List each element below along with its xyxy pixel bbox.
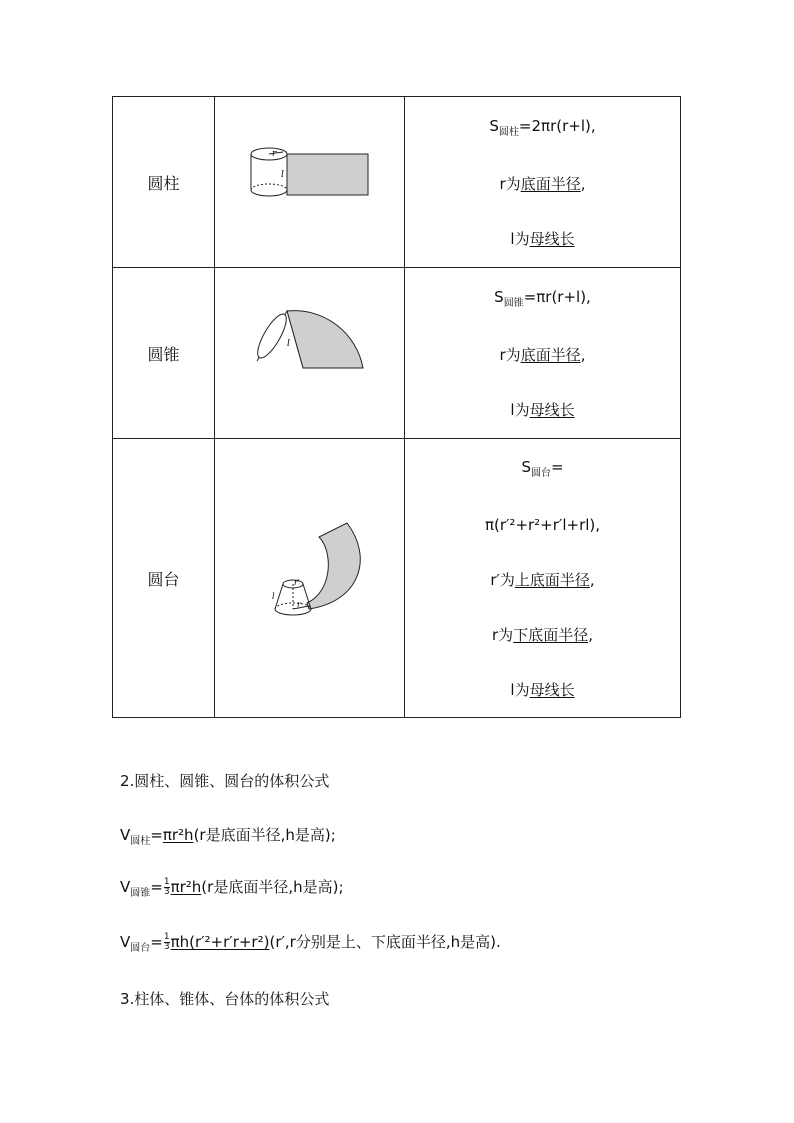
generatrix-description: l为母线长 bbox=[510, 229, 575, 248]
area-formula-body: π(r′²+r²+r′l+rl), bbox=[484, 515, 601, 534]
cylinder-net-diagram bbox=[215, 97, 404, 263]
frustum-net-figure bbox=[215, 439, 405, 718]
cylinder-net-figure bbox=[215, 97, 405, 268]
area-formula: $S_{圆柱}=2\pi r(r+l)$, bbox=[489, 116, 596, 138]
radius-description: r为底面半径, bbox=[499, 174, 586, 193]
one-third-fraction: $\frac{1}{3}$ bbox=[163, 877, 170, 897]
radius-label: r bbox=[272, 149, 277, 159]
top-radius-description: r′为上底面半径, bbox=[490, 570, 595, 589]
generatrix-description: l为母线长 bbox=[510, 400, 575, 419]
solid-name: 圆柱 bbox=[113, 97, 215, 268]
formula-cell bbox=[405, 97, 681, 268]
cylinder-volume-formula: $V_{圆柱}=\pi r^2h(r$是底面半径,h是高); bbox=[120, 826, 336, 847]
slant-label: l bbox=[272, 592, 275, 601]
cone-net-diagram bbox=[215, 268, 404, 434]
cone-volume-formula: $V_{圆锥}=$ $\frac{1}{3}$ πr²h(r是底面半径,h是高); bbox=[120, 877, 344, 899]
frustum-volume-formula: $V_{圆台}=$ $\frac{1}{3}$ πh(r′²+r′r+r²)(r′,r分别是上、下底面半径,h是高). bbox=[120, 932, 501, 954]
slant-label: l bbox=[287, 339, 290, 349]
frustum-net-diagram bbox=[215, 439, 404, 713]
solid-name: 圆台 bbox=[113, 439, 215, 718]
solid-name: 圆锥 bbox=[113, 268, 215, 439]
area-formula: $S_{圆锥}=\pi r(r+l)$, bbox=[494, 287, 591, 309]
section-3-heading: 3.柱体、锥体、台体的体积公式 bbox=[120, 990, 330, 1008]
surface-area-table bbox=[112, 96, 681, 718]
table-row bbox=[113, 97, 681, 268]
section-2-heading: 2.圆柱、圆锥、圆台的体积公式 bbox=[120, 772, 330, 790]
table-row bbox=[113, 439, 681, 718]
generatrix-description: l为母线长 bbox=[510, 680, 575, 699]
bottom-radius-description: r为下底面半径, bbox=[492, 625, 593, 644]
cone-net-figure bbox=[215, 268, 405, 439]
formula-cell bbox=[405, 268, 681, 439]
radius-description: r为底面半径, bbox=[499, 345, 586, 364]
area-formula: $S_{圆台}=$ bbox=[521, 457, 564, 479]
formula-cell bbox=[405, 439, 681, 718]
bottom-radius-label: r bbox=[297, 600, 301, 609]
one-third-fraction: $\frac{1}{3}$ bbox=[163, 932, 170, 952]
slant-label: l bbox=[281, 170, 284, 180]
table-row bbox=[113, 268, 681, 439]
top-radius-label: r′ bbox=[294, 578, 300, 587]
